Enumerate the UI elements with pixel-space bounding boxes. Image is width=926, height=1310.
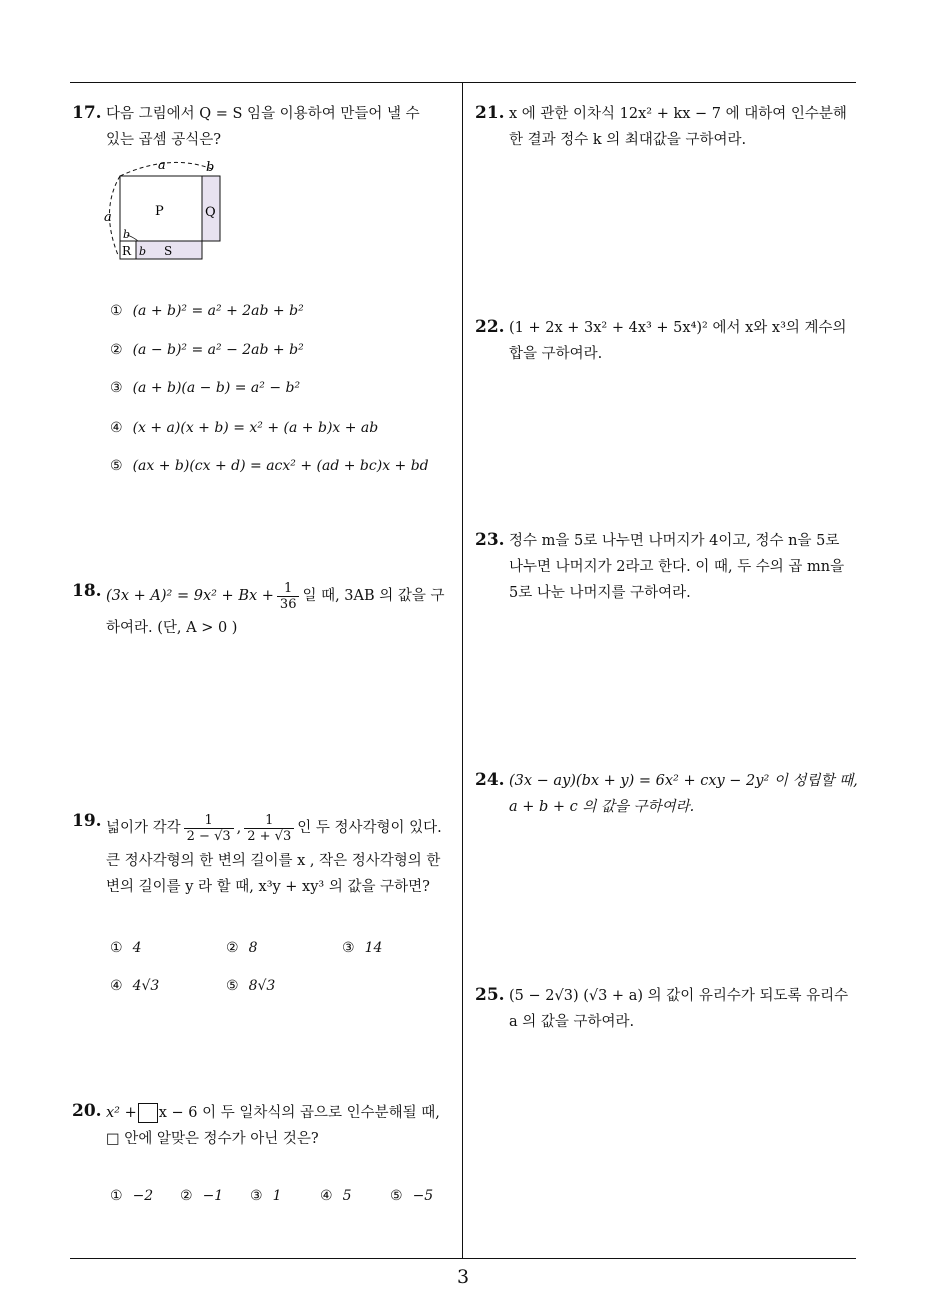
question-21-number: 21. xyxy=(475,103,505,123)
question-18-equation: (3x + A)² = 9x² + Bx + xyxy=(106,588,274,604)
question-19-line-2: 큰 정사각형의 한 변의 길이를 x , 작은 정사각형의 한 xyxy=(106,853,441,869)
question-17-option-4[interactable]: ④ (x + a)(x + b) = x² + (a + b)x + ab xyxy=(110,420,379,436)
question-20-lead: x² + xyxy=(106,1105,137,1121)
question-18-fraction: $\frac{1}{36}$ xyxy=(277,581,300,612)
question-20-option-5[interactable]: ⑤ −5 xyxy=(390,1188,434,1204)
figure-label-b-small-2: b xyxy=(139,245,147,258)
question-17-option-2[interactable]: ② (a − b)² = a² − 2ab + b² xyxy=(110,342,304,358)
question-19-line-3: 변의 길이를 y 라 할 때, x³y + xy³ 의 값을 구하면? xyxy=(106,879,430,895)
question-17-figure xyxy=(100,155,230,265)
question-25 xyxy=(509,983,848,1035)
question-20 xyxy=(106,1100,440,1152)
question-19-number: 19. xyxy=(72,811,102,831)
figure-label-a-top: a xyxy=(158,158,166,173)
question-23-line-1: 정수 m을 5로 나누면 나머지가 4이고, 정수 n을 5로 xyxy=(509,533,840,549)
question-25-line-1: (5 − 2√3) (√3 + a) 의 값이 유리수가 되도록 유리수 xyxy=(509,988,849,1004)
question-22-number: 22. xyxy=(475,317,505,337)
question-23-line-2: 나누면 나머지가 2라고 한다. 이 때, 두 수의 곱 mn을 xyxy=(509,559,845,575)
question-19-tail: 인 두 정사각형이 있다. xyxy=(297,820,442,836)
question-18-tail: 일 때, 3AB 의 값을 구 xyxy=(302,588,445,604)
question-20-option-4[interactable]: ④ 5 xyxy=(320,1188,352,1204)
figure-label-b-top: b xyxy=(206,160,215,175)
question-18-line-2: 하여라. (단, A > 0 ) xyxy=(106,620,238,636)
question-25-line-2: a 의 값을 구하여라. xyxy=(509,1014,635,1030)
question-24-line-2: a + b + c 의 값을 구하여라. xyxy=(509,799,695,815)
question-17 xyxy=(106,101,420,153)
question-22 xyxy=(509,315,847,367)
question-21-line-1: x 에 관한 이차식 12x² + kx − 7 에 대하여 인수분해 xyxy=(509,106,847,122)
question-19-option-4[interactable]: ④ 4√3 xyxy=(110,978,160,994)
question-20-option-2[interactable]: ② −1 xyxy=(180,1188,224,1204)
question-25-number: 25. xyxy=(475,985,505,1005)
question-20-number: 20. xyxy=(72,1101,102,1121)
question-24 xyxy=(509,768,858,820)
question-19-option-2[interactable]: ② 8 xyxy=(226,940,258,956)
question-23 xyxy=(509,528,844,606)
question-23-line-3: 5로 나눈 나머지를 구하여라. xyxy=(509,585,691,601)
figure-label-b-small: b xyxy=(123,228,131,241)
question-20-tail: x − 6 이 두 일차식의 곱으로 인수분해될 때, xyxy=(158,1105,440,1121)
question-21 xyxy=(509,101,847,153)
figure-label-s: S xyxy=(164,244,173,258)
question-20-option-3[interactable]: ③ 1 xyxy=(250,1188,282,1204)
top-rule xyxy=(70,82,856,83)
figure-label-r: R xyxy=(122,244,132,258)
question-17-line-2: 있는 곱셈 공식은? xyxy=(106,132,222,148)
question-19-option-3[interactable]: ③ 14 xyxy=(342,940,383,956)
question-23-number: 23. xyxy=(475,530,505,550)
column-divider xyxy=(462,82,463,1258)
page-number: 3 xyxy=(456,1266,470,1288)
figure-label-q: Q xyxy=(205,205,216,220)
figure-label-p: P xyxy=(155,204,164,219)
question-20-option-1[interactable]: ① −2 xyxy=(110,1188,154,1204)
question-24-line-1: (3x − ay)(bx + y) = 6x² + cxy − 2y² 이 성립할 때, xyxy=(509,773,858,789)
question-17-option-3[interactable]: ③ (a + b)(a − b) = a² − b² xyxy=(110,380,301,396)
question-24-number: 24. xyxy=(475,770,505,790)
question-18-number: 18. xyxy=(72,581,102,601)
question-21-line-2: 한 결과 정수 k 의 최대값을 구하여라. xyxy=(509,132,747,148)
question-19-option-1[interactable]: ① 4 xyxy=(110,940,142,956)
question-20-line-2: □ 안에 알맞은 정수가 아닌 것은? xyxy=(106,1131,319,1147)
blank-box xyxy=(138,1103,158,1123)
question-19-fraction-2: $\frac{1}{2 + √3}$ xyxy=(244,813,294,844)
question-19: 넓이가 각각 $\frac{1}{2 - √3}$ , $\frac{1}{2 + √3}$ 인 두 정사각형이 있다. 큰 정사각형의 한 변의 길이를 x , 작은 정사각형의 한 변의 길이를 y 라 할 때, x³y + xy³ 의 값을 구하면? xyxy=(106,808,442,900)
question-17-number: 17. xyxy=(72,103,102,123)
question-22-line-2: 합을 구하여라. xyxy=(509,346,603,362)
figure-label-a-left: a xyxy=(104,210,112,225)
question-18 xyxy=(106,580,445,644)
bottom-rule xyxy=(70,1258,856,1259)
question-19-fraction-1: $\frac{1}{2 - √3}$ xyxy=(184,813,234,844)
question-17-option-5[interactable]: ⑤ (ax + b)(cx + d) = acx² + (ad + bc)x + bd xyxy=(110,458,429,474)
question-17-option-1[interactable]: ① (a + b)² = a² + 2ab + b² xyxy=(110,303,304,319)
question-19-option-5[interactable]: ⑤ 8√3 xyxy=(226,978,276,994)
question-19-lead: 넓이가 각각 xyxy=(106,820,181,836)
question-17-line-1: 다음 그림에서 Q = S 임을 이용하여 만들어 낼 수 xyxy=(106,106,420,122)
question-22-line-1: (1 + 2x + 3x² + 4x³ + 5x⁴)² 에서 x와 x³의 계수의 xyxy=(509,320,847,336)
